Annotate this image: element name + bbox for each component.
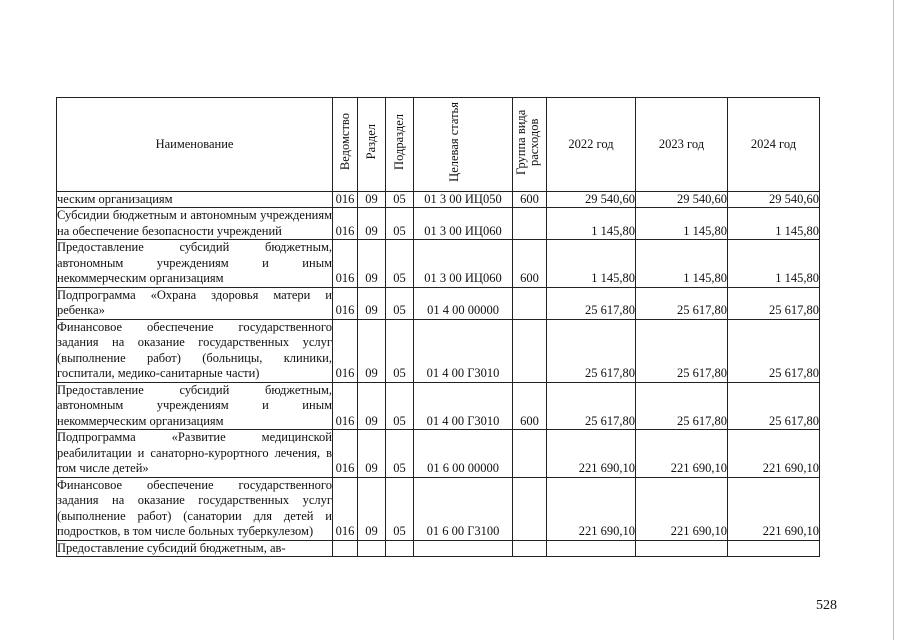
row-group: 600 [513, 382, 547, 430]
budget-table [56, 97, 820, 557]
row-target: 01 6 00 Г3100 [414, 477, 513, 540]
row-group [513, 287, 547, 319]
row-name: Предоставление субсидий бюджетным, автономным учреждениям и иным некоммерческим организациям [57, 240, 332, 285]
table-row [57, 382, 820, 430]
row-name: Подпрограмма «Развитие медицинской реабилитации и санаторно-курортного лечения, в том числе детей» [57, 430, 332, 475]
header-podrazdel: Подраздел [386, 98, 414, 192]
row-2023: 25 617,80 [636, 382, 728, 430]
row-target: 01 6 00 00000 [414, 430, 513, 478]
row-razdel: 09 [358, 382, 386, 430]
header-2023: 2023 год [636, 98, 728, 192]
header-2024: 2024 год [728, 98, 820, 192]
row-vedomstvo: 016 [333, 240, 358, 288]
row-name: Финансовое обеспечение государственного задания на оказание государственных услуг (выполнение работ) (больницы, клиники, госпитали, медико-санитарные части) [57, 319, 332, 380]
row-2024: 1 145,80 [728, 208, 820, 240]
row-2024: 25 617,80 [728, 287, 820, 319]
row-vedomstvo: 016 [333, 430, 358, 478]
row-2022: 25 617,80 [547, 382, 636, 430]
row-2024: 1 145,80 [728, 240, 820, 288]
row-2022: 221 690,10 [547, 477, 636, 540]
header-name: Наименование [57, 98, 333, 192]
row-razdel: 09 [358, 287, 386, 319]
row-2022: 1 145,80 [547, 208, 636, 240]
row-razdel: 09 [358, 208, 386, 240]
row-2023: 25 617,80 [636, 319, 728, 382]
row-group: 600 [513, 240, 547, 288]
row-2022: 221 690,10 [547, 430, 636, 478]
row-name: ческим организациям [57, 191, 333, 208]
row-2024: 221 690,10 [728, 430, 820, 478]
table-row [57, 319, 820, 382]
row-2024: 25 617,80 [728, 319, 820, 382]
row-target: 01 3 00 ИЦ060 [414, 208, 513, 240]
row-2022: 25 617,80 [547, 319, 636, 382]
row-name: Подпрограмма «Охрана здоровья матери и ребенка» [57, 287, 332, 317]
row-2024: 29 540,60 [728, 191, 820, 208]
row-name: Субсидии бюджетным и автономным учреждениям на обеспечение безопасности учреждений [57, 208, 332, 238]
row-podrazdel: 05 [386, 319, 414, 382]
table-row [57, 240, 820, 288]
row-vedomstvo: 016 [333, 477, 358, 540]
row-group [513, 477, 547, 540]
row-podrazdel: 05 [386, 477, 414, 540]
row-name: Финансовое обеспечение государственного задания на оказание государственных услуг (выполнение работ) (санатории для детей и подростков, в том числе больных туберкулезом) [57, 477, 332, 538]
row-name: Предоставление субсидий бюджетным, автономным учреждениям и иным некоммерческим организациям [57, 382, 332, 428]
row-target: 01 4 00 Г3010 [414, 319, 513, 382]
table-row [57, 540, 820, 557]
header-razdel: Раздел [358, 98, 386, 192]
row-group [513, 319, 547, 382]
row-podrazdel: 05 [386, 287, 414, 319]
row-podrazdel: 05 [386, 240, 414, 288]
page-edge [893, 0, 894, 640]
table-row [57, 287, 820, 319]
header-vedomstvo: Ведомство [333, 98, 358, 192]
row-vedomstvo: 016 [333, 191, 358, 208]
row-razdel: 09 [358, 191, 386, 208]
row-2022: 29 540,60 [547, 191, 636, 208]
row-vedomstvo: 016 [333, 287, 358, 319]
page-number: 528 [816, 598, 837, 613]
row-2022: 25 617,80 [547, 287, 636, 319]
row-2023: 221 690,10 [636, 430, 728, 478]
row-2023: 25 617,80 [636, 287, 728, 319]
row-target: 01 3 00 ИЦ060 [414, 240, 513, 288]
row-vedomstvo: 016 [333, 319, 358, 382]
row-vedomstvo [333, 540, 358, 557]
row-2024: 221 690,10 [728, 477, 820, 540]
row-target: 01 4 00 00000 [414, 287, 513, 319]
row-2023: 221 690,10 [636, 477, 728, 540]
row-podrazdel: 05 [386, 208, 414, 240]
row-podrazdel [386, 540, 414, 557]
header-row [57, 98, 820, 192]
row-podrazdel: 05 [386, 430, 414, 478]
header-2022: 2022 год [547, 98, 636, 192]
row-2023: 1 145,80 [636, 208, 728, 240]
row-target: 01 3 00 ИЦ050 [414, 191, 513, 208]
row-podrazdel: 05 [386, 191, 414, 208]
table-row [57, 208, 820, 240]
header-target: Целевая статья [414, 98, 513, 192]
row-vedomstvo: 016 [333, 208, 358, 240]
row-group [513, 540, 547, 557]
row-2024 [728, 540, 820, 557]
row-name: Предоставление субсидий бюджетным, ав- [57, 540, 333, 557]
row-razdel: 09 [358, 430, 386, 478]
row-vedomstvo: 016 [333, 382, 358, 430]
row-2024: 25 617,80 [728, 382, 820, 430]
table-row [57, 477, 820, 540]
header-group: Группа вида расходов [513, 98, 547, 192]
row-group: 600 [513, 191, 547, 208]
row-target: 01 4 00 Г3010 [414, 382, 513, 430]
table-row [57, 191, 820, 208]
row-2023 [636, 540, 728, 557]
row-target [414, 540, 513, 557]
row-2023: 1 145,80 [636, 240, 728, 288]
row-razdel: 09 [358, 477, 386, 540]
row-razdel: 09 [358, 319, 386, 382]
row-podrazdel: 05 [386, 382, 414, 430]
row-group [513, 430, 547, 478]
row-2022 [547, 540, 636, 557]
row-group [513, 208, 547, 240]
row-2023: 29 540,60 [636, 191, 728, 208]
row-2022: 1 145,80 [547, 240, 636, 288]
row-razdel: 09 [358, 240, 386, 288]
table-row [57, 430, 820, 478]
row-razdel [358, 540, 386, 557]
